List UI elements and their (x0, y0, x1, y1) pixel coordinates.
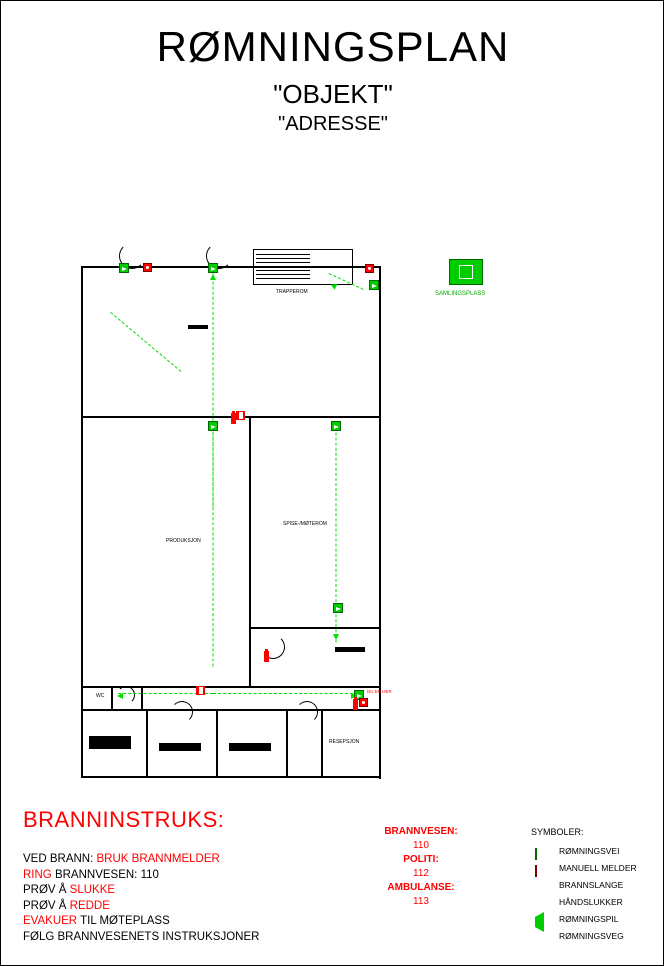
legend-row-extinguisher (531, 894, 637, 911)
legend-row-escape-path (531, 928, 637, 945)
legend-row-manual-call-point (531, 860, 637, 877)
escape-route-line (213, 693, 358, 694)
wall-vert-room3 (286, 711, 288, 777)
emergency-number-fire: 110 (413, 840, 429, 851)
escape-route-arrow (329, 282, 337, 290)
room-label-resepsjon: RESEPSJON (329, 739, 360, 745)
instruction-tail: TIL MØTEPLASS (77, 915, 170, 927)
assembly-point-label: SAMLINGSPLASS (435, 291, 486, 297)
room-label-spiserom: SPISE-/MØTEROM (283, 521, 327, 527)
wall-outer-bottom (81, 776, 381, 778)
emergency-label-ambulance: AMBULANSE: (387, 882, 455, 893)
wall-vert-wc (141, 688, 143, 709)
instruction-highlight: RING (23, 868, 52, 881)
instruction-plain: PRØV Å (23, 884, 70, 896)
legend-label: RØMNINGSVEG (559, 931, 624, 941)
instruction-plain: PRØV Å (23, 899, 70, 912)
emergency-label-police: POLITI: (403, 854, 439, 865)
escape-route-sign-icon (333, 603, 343, 613)
legend-row-escape-route (531, 843, 637, 860)
legend-row-fire-hose (531, 877, 637, 894)
manual-call-point-icon (365, 264, 374, 273)
escape-route-line (110, 312, 181, 372)
instruction-highlight: BRUK BRANNMELDER (96, 853, 220, 865)
escape-route-line (213, 432, 214, 667)
wall-vert-room1 (146, 711, 148, 777)
legend-label: BRANNSLANGE (559, 880, 624, 890)
fire-instructions-title: BRANNINSTRUKS: (23, 807, 225, 832)
furniture-block (159, 743, 201, 751)
manual-call-point-icon (143, 263, 152, 272)
room-label-wc: WC (96, 693, 105, 699)
instruction-plain: VED BRANN: (23, 853, 97, 865)
wall-outer-left (81, 266, 83, 778)
instruction-line (23, 852, 259, 868)
room-label-trapperom: TRAPPEROM (276, 289, 308, 295)
instruction-highlight: SLUKKE (69, 884, 116, 896)
wall-vert-wc2 (111, 688, 113, 709)
manual-call-point-icon (535, 865, 537, 877)
legend-label: MANUELL MELDER (559, 863, 637, 873)
you-are-here-label: DU ER HER (367, 689, 392, 694)
symbol-legend-heading: SYMBOLER: (531, 827, 584, 837)
furniture-block (89, 736, 131, 749)
escape-route-sign-icon (208, 263, 218, 273)
emergency-number-police: 112 (413, 868, 429, 879)
staircase (253, 249, 353, 285)
door-arc (296, 701, 318, 723)
wall-outer-right (379, 266, 381, 779)
escape-route-sign-icon (208, 421, 218, 431)
escape-route-arrow (117, 693, 123, 699)
door-arc (171, 701, 193, 723)
wall-vert-room2 (216, 711, 218, 777)
legend-row-escape-arrow (531, 911, 637, 928)
instruction-line (23, 914, 259, 930)
furniture-block (188, 325, 208, 329)
assembly-point-icon (449, 259, 483, 285)
manual-call-point-icon (359, 698, 368, 707)
emergency-numbers (361, 825, 481, 909)
room-label-produksjon: PRODUKSJON (166, 538, 201, 544)
fire-extinguisher-icon (264, 651, 269, 662)
instruction-line (23, 883, 259, 899)
wall-meeting-bottom (249, 627, 381, 629)
escape-route-sign-icon (535, 848, 537, 860)
instruction-highlight: EVAKUER (23, 915, 78, 927)
floor-plan (71, 231, 591, 791)
emergency-label-fire: BRANNVESEN: (384, 826, 458, 837)
object-name: "OBJEKT" (273, 79, 393, 109)
furniture-block (335, 647, 365, 652)
furniture-block (229, 743, 271, 751)
instruction-line (23, 930, 259, 946)
fire-hose-icon (236, 411, 245, 420)
object-address: "ADRESSE" (278, 113, 388, 135)
fire-extinguisher-icon (231, 413, 236, 424)
legend-label: RØMNINGSVEI (559, 846, 620, 856)
emergency-number-ambulance: 113 (413, 896, 429, 907)
legend-label: RØMNINGSPIL (559, 914, 619, 924)
symbol-legend (531, 827, 637, 945)
instruction-line (23, 899, 259, 915)
page-title: RØMNINGSPLAN (156, 23, 510, 70)
escape-route-sign-icon (119, 263, 129, 273)
wall-vert-lower-center (249, 627, 251, 687)
escape-route-sign-icon (331, 421, 341, 431)
escape-route-sign-icon (369, 280, 379, 290)
legend-label: HÅNDSLUKKER (559, 897, 623, 907)
instruction-tail: BRANNVESEN: 110 (51, 868, 159, 881)
escape-route-arrow (210, 274, 216, 280)
instruction-highlight: REDDE (69, 899, 110, 912)
escape-route-arrow (333, 634, 339, 640)
wall-corridor-bottom (81, 709, 381, 711)
fire-extinguisher-icon (353, 699, 358, 710)
wall-vert-center (249, 418, 251, 629)
fire-instructions-list (23, 852, 259, 945)
instruction-line (23, 868, 259, 884)
instruction-plain: FØLG BRANNVESENETS INSTRUKSJONER (23, 930, 260, 943)
fire-hose-icon (196, 686, 205, 695)
wall-vert-reception (321, 709, 323, 777)
